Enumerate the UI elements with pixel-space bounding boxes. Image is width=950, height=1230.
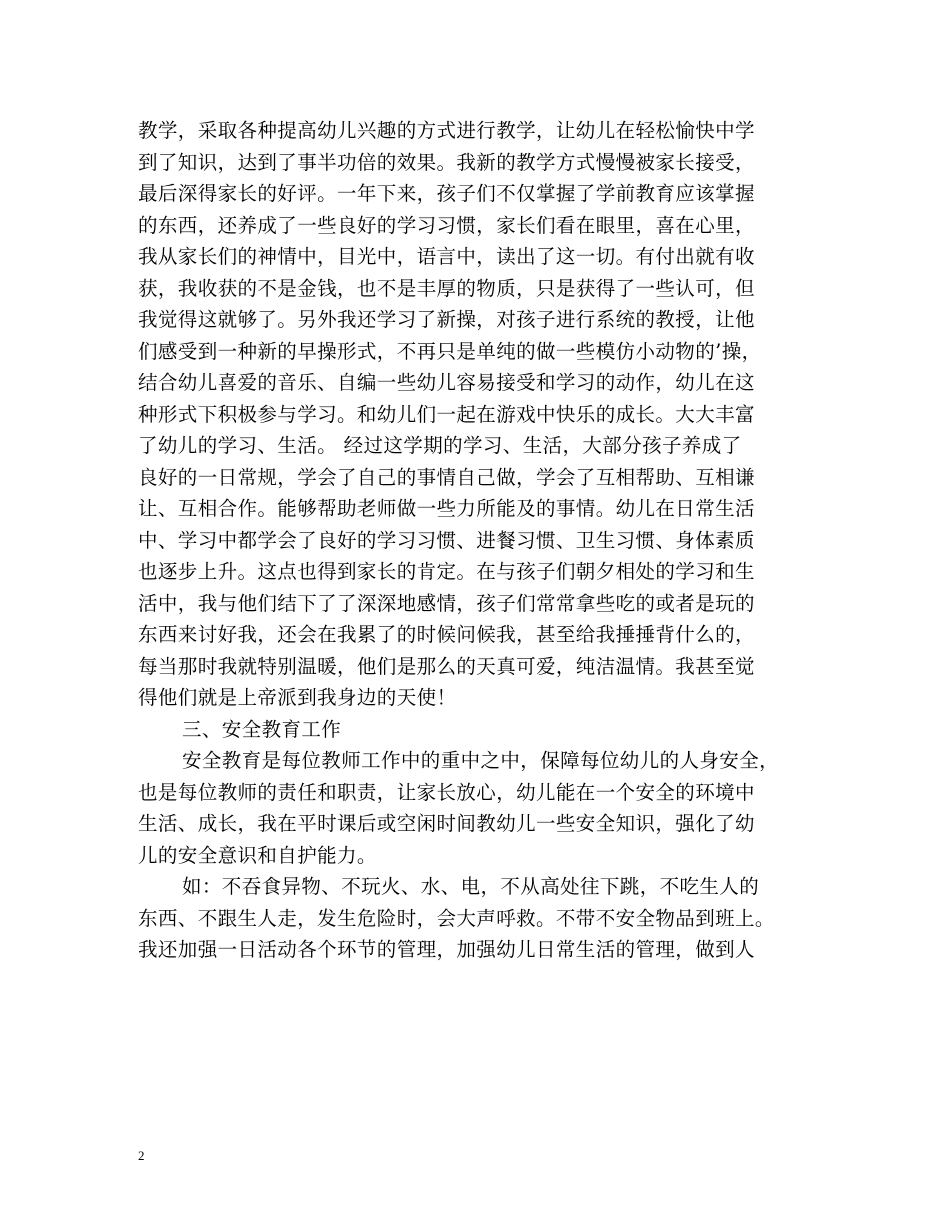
text-line: 安全教育是每位教师工作中的重中之中，保障每位幼儿的人身安全， (182, 749, 780, 772)
text-line: 获，我收获的不是金钱，也不是丰厚的物质，只是获得了一些认可，但 (138, 276, 755, 300)
text-line: 的东西，还养成了一些良好的学习习惯，家长们看在眼里，喜在心里， (138, 213, 755, 237)
text-line: 们感受到一种新的早操形式，不再只是单纯的做一些模仿小动物的’操， (138, 339, 762, 363)
text-line: 活中，我与他们结下了了深深地感情，孩子们常常拿些吃的或者是玩的 (138, 591, 755, 615)
text-line: 也逐步上升。这点也得到家长的肯定。在与孩子们朝夕相处的学习和生 (138, 560, 755, 583)
text-line: 我觉得这就够了。另外我还学习了新操，对孩子进行系统的教授，让他 (138, 308, 755, 331)
text-line: 儿的安全意识和自护能力。 (138, 843, 377, 867)
text-line: 教学，采取各种提高幼儿兴趣的方式进行教学，让幼儿在轻松愉快中学 (138, 119, 755, 142)
text-line: 我从家长们的神情中，目光中，语言中，读出了这一切。有付出就有收 (138, 245, 755, 268)
page-number: 2 (138, 1148, 145, 1163)
text-line: 东西、不跟生人走，发生危险时，会大声呼救。不带不安全物品到班上。 (138, 906, 775, 930)
body-text (138, 115, 828, 966)
text-line: 中、学习中都学会了良好的学习习惯、进餐习惯、卫生习惯、身体素质 (138, 528, 755, 552)
text-line: 最后深得家长的好评。一年下来，孩子们不仅掌握了学前教育应该掌握 (138, 182, 755, 205)
text-line: 也是每位教师的责任和职责，让家长放心，幼儿能在一个安全的环境中 (138, 780, 755, 804)
text-line: 每当那时我就特别温暖，他们是那么的天真可爱，纯洁温情。我甚至觉 (138, 654, 755, 678)
text-line: 到了知识，达到了事半功倍的效果。我新的教学方式慢慢被家长接受， (138, 150, 755, 174)
text-line: 三、安全教育工作 (182, 717, 342, 741)
text-line: 如：不吞食异物、不玩火、水、电，不从高处往下跳，不吃生人的 (182, 875, 760, 898)
text-line: 我还加强一日活动各个环节的管理，加强幼儿日常生活的管理，做到人 (138, 938, 755, 961)
text-line: 生活、成长，我在平时课后或空闲时间教幼儿一些安全知识，强化了幼 (138, 812, 755, 835)
text-line: 东西来讨好我，还会在我累了的时候问候我，甚至给我捶捶背什么的， (138, 623, 755, 646)
text-line: 让、互相合作。能够帮助老师做一些力所能及的事情。幼儿在日常生活 (138, 497, 755, 520)
text-line: 良好的一日常规，学会了自己的事情自己做，学会了互相帮助、互相谦 (138, 465, 755, 489)
text-line: 种形式下积极参与学习。和幼儿们一起在游戏中快乐的成长。大大丰富 (138, 402, 755, 426)
text-line: 了幼儿的学习、生活。 经过这学期的学习、生活，大部分孩子养成了 (138, 434, 742, 457)
text-line: 得他们就是上帝派到我身边的天使！ (138, 686, 457, 709)
text-line: 结合幼儿喜爱的音乐、自编一些幼儿容易接受和学习的动作，幼儿在这 (138, 371, 755, 394)
